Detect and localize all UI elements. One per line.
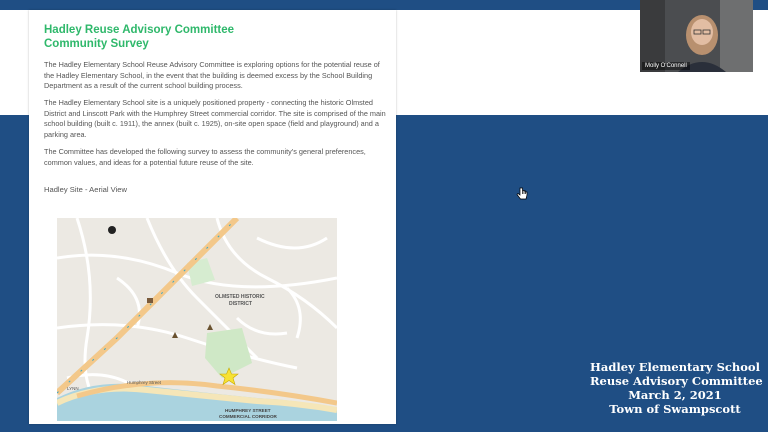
site-paragraph: The Hadley Elementary School site is a uniquely positioned property - connecting the historic Olmsted District and Linscott Park with the Humphrey Street commercial corridor. The site is comprised of the main school building (built c. 1911), the annex (built c. 1925), on-site open space (field and playground) and a parking area. — [44, 98, 386, 139]
school-icon — [147, 298, 153, 303]
hand-cursor-icon — [516, 187, 528, 206]
footer-line-3: March 2, 2021 — [628, 388, 722, 402]
transit-icon — [108, 226, 116, 234]
map-label-olmsted-2: DISTRICT — [229, 301, 253, 307]
participant-name: Molly O'Connell — [642, 62, 690, 70]
footer-line-1: Hadley Elementary School — [590, 360, 760, 374]
title-line-2: Community Survey — [44, 38, 149, 50]
map-graphic — [57, 218, 337, 421]
footer-line-2: Reuse Advisory Committee — [590, 374, 763, 388]
map-label-olmsted-1: OLMSTED HISTORIC — [215, 294, 265, 300]
document-title — [44, 23, 374, 51]
footer-line-4: Town of Swampscott — [609, 402, 741, 416]
intro-paragraph: The Hadley Elementary School Reuse Advisory Committee is exploring options for the potential reuse of the Hadley Elementary School, in the event that the building is deemed excess by the School Building Department as a result of the current school building process. — [44, 60, 380, 91]
map-label-humphrey-2: COMMERCIAL CORRIDOR — [219, 414, 277, 419]
title-line-1: Hadley Reuse Advisory Committee — [44, 24, 235, 36]
map-label-lynn: LYNN — [67, 386, 79, 391]
aerial-map — [57, 218, 337, 421]
meeting-footer — [590, 360, 763, 416]
map-caption: Hadley Site - Aerial View — [44, 185, 128, 194]
map-label-humphrey-1: HUMPHREY STREET — [225, 408, 271, 413]
survey-paragraph: The Committee has developed the following survey to assess the community's general preferences, common values, and ideas for a potential future reuse of the site. — [44, 147, 366, 167]
map-label-humphrey-street: Humphrey Street — [127, 380, 162, 385]
survey-document[interactable] — [29, 10, 396, 424]
webcam-video[interactable] — [640, 0, 753, 72]
